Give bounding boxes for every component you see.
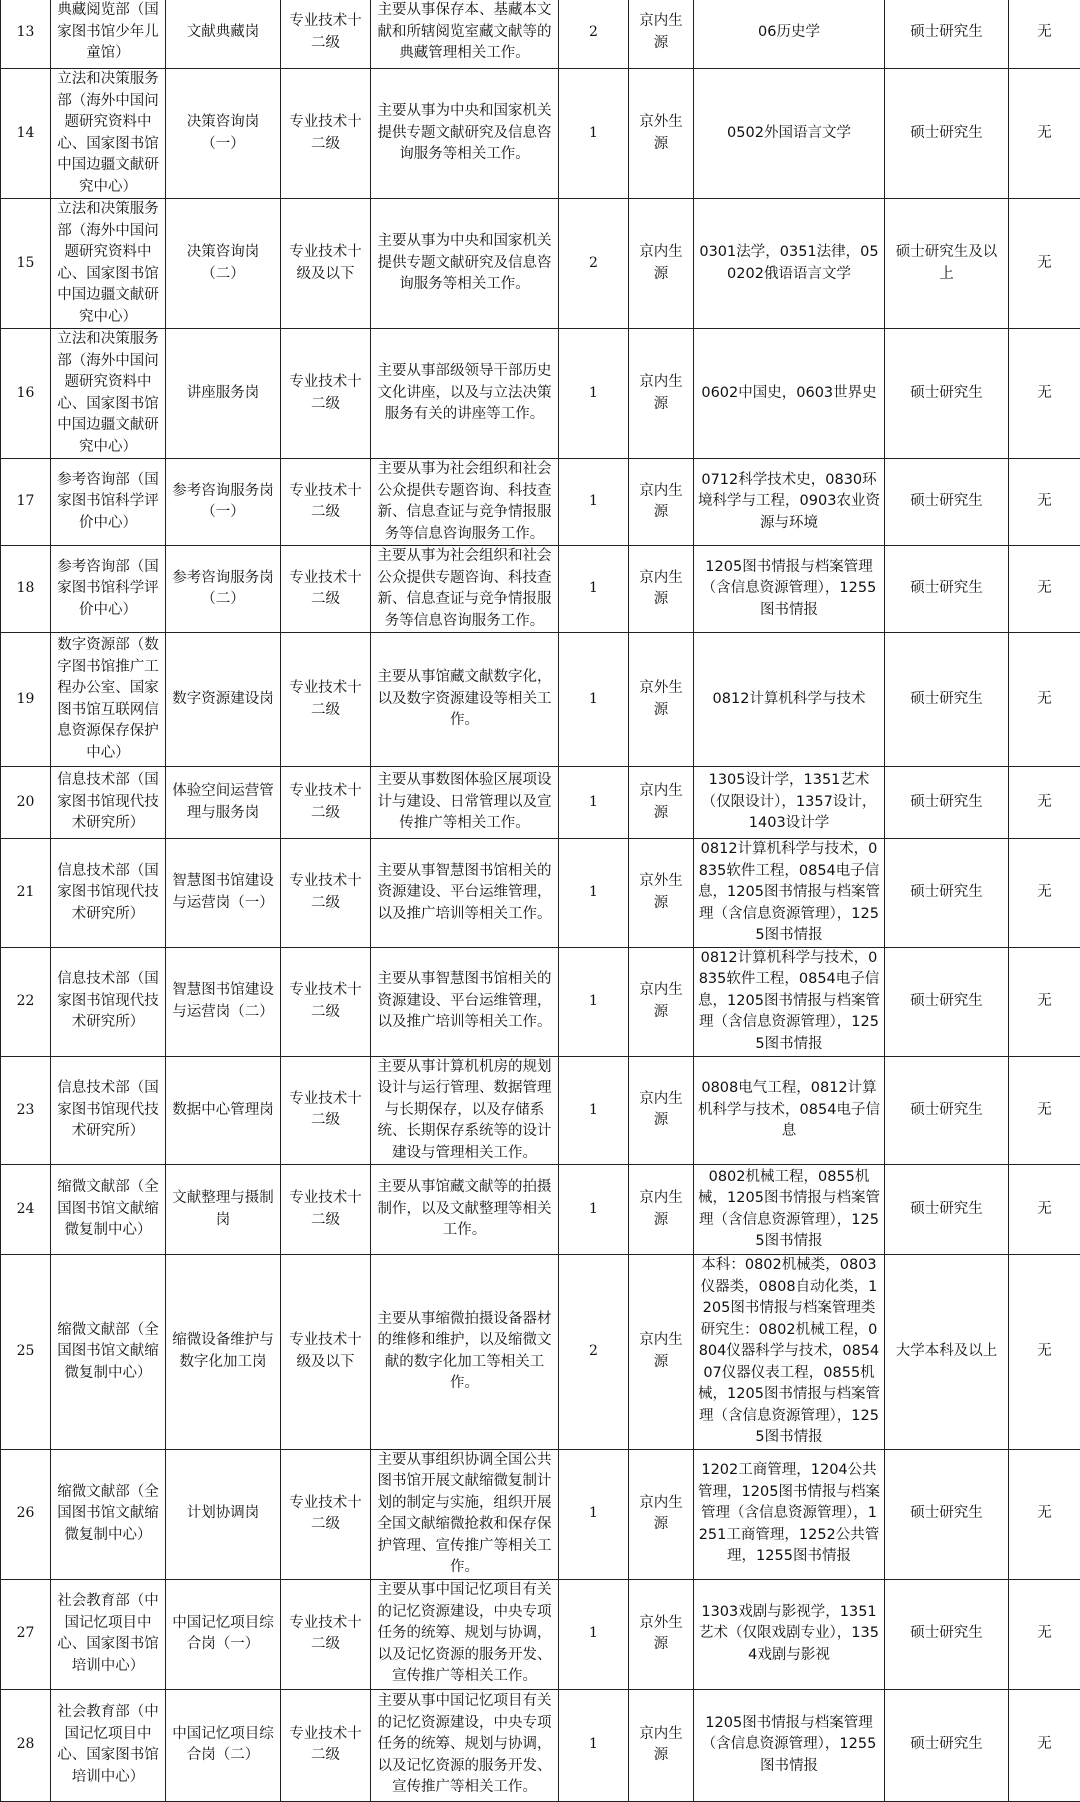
student-source: 京内生源 [629,546,694,633]
student-source: 京内生源 [629,947,694,1056]
table-row [1,1579,1080,1689]
position-name: 智慧图书馆建设与运营岗（二） [166,947,281,1056]
education-requirement: 硕士研究生 [885,459,1009,546]
position-name: 参考咨询服务岗（一） [166,459,281,546]
position-level: 专业技术十二级 [281,546,371,633]
row-number: 19 [1,633,51,767]
department: 缩微文献部（全国图书馆文献缩微复制中心） [51,1449,166,1579]
education-requirement: 硕士研究生 [885,633,1009,767]
position-name: 决策咨询岗（一） [166,69,281,199]
major-requirement: 0602中国史，0603世界史 [694,329,885,459]
row-number: 21 [1,839,51,948]
department: 立法和决策服务部（海外中国问题研究资料中心、国家图书馆中国边疆文献研究中心） [51,329,166,459]
table-row [1,459,1080,546]
hiring-count: 2 [559,0,629,69]
education-requirement: 硕士研究生 [885,546,1009,633]
student-source: 京内生源 [629,767,694,839]
table-row [1,199,1080,329]
position-name: 数字资源建设岗 [166,633,281,767]
department: 信息技术部（国家图书馆现代技术研究所） [51,1056,166,1165]
education-requirement: 硕士研究生 [885,329,1009,459]
position-level: 专业技术十二级 [281,947,371,1056]
department: 社会教育部（中国记忆项目中心、国家图书馆培训中心） [51,1689,166,1801]
job-description: 主要从事智慧图书馆相关的资源建设、平台运维管理，以及推广培训等相关工作。 [371,839,559,948]
position-name: 智慧图书馆建设与运营岗（一） [166,839,281,948]
education-requirement: 硕士研究生 [885,767,1009,839]
student-source: 京内生源 [629,199,694,329]
table-row [1,839,1080,948]
major-requirement: 1202工商管理，1204公共管理，1205图书情报与档案管理（含信息资源管理），1251工商管理，1252公共管理，1255图书情报 [694,1449,885,1579]
position-level: 专业技术十二级 [281,0,371,69]
row-number: 27 [1,1579,51,1689]
major-requirement: 1303戏剧与影视学，1351艺术（仅限戏剧专业），1354戏剧与影视 [694,1579,885,1689]
job-description: 主要从事中国记忆项目有关的记忆资源建设，中央专项任务的统筹、规划与协调，以及记忆资源的服务开发、宣传推广等相关工作。 [371,1579,559,1689]
row-number: 24 [1,1165,51,1255]
education-requirement: 硕士研究生 [885,69,1009,199]
major-requirement: 0802机械工程，0855机械，1205图书情报与档案管理（含信息资源管理），1255图书情报 [694,1165,885,1255]
student-source: 京外生源 [629,69,694,199]
education-requirement: 硕士研究生 [885,1056,1009,1165]
major-requirement: 1305设计学，1351艺术（仅限设计），1357设计，1403设计学 [694,767,885,839]
other-requirement: 无 [1009,1449,1080,1579]
major-requirement: 0812计算机科学与技术，0835软件工程，0854电子信息，1205图书情报与档案管理（含信息资源管理），1255图书情报 [694,839,885,948]
education-requirement: 硕士研究生及以上 [885,199,1009,329]
student-source: 京内生源 [629,1056,694,1165]
table-row [1,947,1080,1056]
position-name: 数据中心管理岗 [166,1056,281,1165]
department: 信息技术部（国家图书馆现代技术研究所） [51,839,166,948]
student-source: 京内生源 [629,1449,694,1579]
education-requirement: 硕士研究生 [885,1579,1009,1689]
hiring-count: 1 [559,329,629,459]
hiring-count: 1 [559,546,629,633]
position-name: 决策咨询岗（二） [166,199,281,329]
education-requirement: 硕士研究生 [885,839,1009,948]
row-number: 26 [1,1449,51,1579]
job-description: 主要从事智慧图书馆相关的资源建设、平台运维管理，以及推广培训等相关工作。 [371,947,559,1056]
row-number: 14 [1,69,51,199]
table-row [1,329,1080,459]
job-description: 主要从事为中央和国家机关提供专题文献研究及信息咨询服务等相关工作。 [371,69,559,199]
job-description: 主要从事数图体验区展项设计与建设、日常管理以及宣传推广等相关工作。 [371,767,559,839]
job-description: 主要从事馆藏文献等的拍摄制作，以及文献整理等相关工作。 [371,1165,559,1255]
major-requirement: 本科：0802机械类，0803仪器类，0808自动化类，1205图书情报与档案管理类研究生：0802机械工程，0804仪器科学与技术，085407仪器仪表工程，0855机械，1205图书情报与档案管理（含信息资源管理），1255图书情报 [694,1255,885,1450]
other-requirement: 无 [1009,767,1080,839]
other-requirement: 无 [1009,839,1080,948]
hiring-count: 2 [559,1255,629,1450]
hiring-count: 1 [559,1689,629,1801]
job-description: 主要从事部级领导干部历史文化讲座，以及与立法决策服务有关的讲座等工作。 [371,329,559,459]
table-row [1,633,1080,767]
position-level: 专业技术十二级 [281,767,371,839]
table-row [1,69,1080,199]
job-description: 主要从事组织协调全国公共图书馆开展文献缩微复制计划的制定与实施，组织开展全国文献缩微抢救和保存保护管理、宣传推广等相关工作。 [371,1449,559,1579]
row-number: 23 [1,1056,51,1165]
major-requirement: 06历史学 [694,0,885,69]
hiring-count: 1 [559,839,629,948]
job-description: 主要从事馆藏文献数字化，以及数字资源建设等相关工作。 [371,633,559,767]
student-source: 京内生源 [629,1165,694,1255]
other-requirement: 无 [1009,947,1080,1056]
position-name: 讲座服务岗 [166,329,281,459]
education-requirement: 硕士研究生 [885,1689,1009,1801]
other-requirement: 无 [1009,1689,1080,1801]
table-row [1,1255,1080,1450]
position-name: 中国记忆项目综合岗（一） [166,1579,281,1689]
other-requirement: 无 [1009,69,1080,199]
position-level: 专业技术十级及以下 [281,199,371,329]
job-description: 主要从事计算机机房的规划设计与运行管理、数据管理与长期保存，以及存储系统、长期保存系统等的设计建设与管理相关工作。 [371,1056,559,1165]
position-level: 专业技术十二级 [281,1449,371,1579]
education-requirement: 硕士研究生 [885,0,1009,69]
major-requirement: 0812计算机科学与技术 [694,633,885,767]
table-row [1,767,1080,839]
position-level: 专业技术十级及以下 [281,1255,371,1450]
department: 参考咨询部（国家图书馆科学评价中心） [51,546,166,633]
hiring-count: 1 [559,1449,629,1579]
department: 信息技术部（国家图书馆现代技术研究所） [51,767,166,839]
position-name: 缩微设备维护与数字化加工岗 [166,1255,281,1450]
major-requirement: 0812计算机科学与技术，0835软件工程，0854电子信息，1205图书情报与档案管理（含信息资源管理），1255图书情报 [694,947,885,1056]
department: 数字资源部（数字图书馆推广工程办公室、国家图书馆互联网信息资源保存保护中心） [51,633,166,767]
position-level: 专业技术十二级 [281,329,371,459]
major-requirement: 1205图书情报与档案管理（含信息资源管理），1255图书情报 [694,1689,885,1801]
other-requirement: 无 [1009,1579,1080,1689]
position-level: 专业技术十二级 [281,459,371,546]
education-requirement: 硕士研究生 [885,1449,1009,1579]
student-source: 京外生源 [629,633,694,767]
position-level: 专业技术十二级 [281,633,371,767]
job-description: 主要从事为中央和国家机关提供专题文献研究及信息咨询服务等相关工作。 [371,199,559,329]
student-source: 京内生源 [629,1255,694,1450]
job-description: 主要从事缩微拍摄设备器材的维修和维护，以及缩微文献的数字化加工等相关工作。 [371,1255,559,1450]
other-requirement: 无 [1009,1255,1080,1450]
position-level: 专业技术十二级 [281,1056,371,1165]
student-source: 京外生源 [629,839,694,948]
table-row [1,1056,1080,1165]
row-number: 18 [1,546,51,633]
position-name: 参考咨询服务岗（二） [166,546,281,633]
department: 缩微文献部（全国图书馆文献缩微复制中心） [51,1165,166,1255]
position-name: 体验空间运营管理与服务岗 [166,767,281,839]
student-source: 京内生源 [629,459,694,546]
position-name: 计划协调岗 [166,1449,281,1579]
education-requirement: 硕士研究生 [885,947,1009,1056]
other-requirement: 无 [1009,546,1080,633]
position-name: 中国记忆项目综合岗（二） [166,1689,281,1801]
department: 立法和决策服务部（海外中国问题研究资料中心、国家图书馆中国边疆文献研究中心） [51,69,166,199]
row-number: 16 [1,329,51,459]
other-requirement: 无 [1009,329,1080,459]
row-number: 28 [1,1689,51,1801]
row-number: 22 [1,947,51,1056]
row-number: 25 [1,1255,51,1450]
position-level: 专业技术十二级 [281,1579,371,1689]
row-number: 20 [1,767,51,839]
department: 缩微文献部（全国图书馆文献缩微复制中心） [51,1255,166,1450]
other-requirement: 无 [1009,1165,1080,1255]
student-source: 京内生源 [629,0,694,69]
row-number: 15 [1,199,51,329]
department: 立法和决策服务部（海外中国问题研究资料中心、国家图书馆中国边疆文献研究中心） [51,199,166,329]
department: 典藏阅览部（国家图书馆少年儿童馆） [51,0,166,69]
job-description: 主要从事保存本、基藏本文献和所辖阅览室藏文献等的典藏管理相关工作。 [371,0,559,69]
major-requirement: 0502外国语言文学 [694,69,885,199]
hiring-count: 2 [559,199,629,329]
row-number: 13 [1,0,51,69]
education-requirement: 硕士研究生 [885,1165,1009,1255]
other-requirement: 无 [1009,633,1080,767]
row-number: 17 [1,459,51,546]
table-row [1,0,1080,69]
major-requirement: 0712科学技术史，0830环境科学与工程，0903农业资源与环境 [694,459,885,546]
major-requirement: 0808电气工程，0812计算机科学与技术，0854电子信息 [694,1056,885,1165]
position-name: 文献典藏岗 [166,0,281,69]
hiring-count: 1 [559,459,629,546]
table-row [1,1689,1080,1801]
hiring-count: 1 [559,947,629,1056]
department: 社会教育部（中国记忆项目中心、国家图书馆培训中心） [51,1579,166,1689]
position-name: 文献整理与摄制岗 [166,1165,281,1255]
job-description: 主要从事为社会组织和社会公众提供专题咨询、科技查新、信息查证与竞争情报服务等信息咨询服务工作。 [371,459,559,546]
position-level: 专业技术十二级 [281,1689,371,1801]
other-requirement: 无 [1009,459,1080,546]
student-source: 京外生源 [629,1579,694,1689]
job-description: 主要从事中国记忆项目有关的记忆资源建设，中央专项任务的统筹、规划与协调，以及记忆资源的服务开发、宣传推广等相关工作。 [371,1689,559,1801]
major-requirement: 1205图书情报与档案管理（含信息资源管理），1255图书情报 [694,546,885,633]
table-row [1,546,1080,633]
table-row [1,1449,1080,1579]
department: 信息技术部（国家图书馆现代技术研究所） [51,947,166,1056]
other-requirement: 无 [1009,1056,1080,1165]
position-level: 专业技术十二级 [281,839,371,948]
job-description: 主要从事为社会组织和社会公众提供专题咨询、科技查新、信息查证与竞争情报服务等信息咨询服务工作。 [371,546,559,633]
hiring-count: 1 [559,1056,629,1165]
department: 参考咨询部（国家图书馆科学评价中心） [51,459,166,546]
position-level: 专业技术十二级 [281,69,371,199]
major-requirement: 0301法学，0351法律，050202俄语语言文学 [694,199,885,329]
hiring-count: 1 [559,1165,629,1255]
student-source: 京内生源 [629,1689,694,1801]
table-row [1,1165,1080,1255]
other-requirement: 无 [1009,199,1080,329]
hiring-count: 1 [559,1579,629,1689]
other-requirement: 无 [1009,0,1080,69]
position-level: 专业技术十二级 [281,1165,371,1255]
hiring-count: 1 [559,69,629,199]
hiring-count: 1 [559,633,629,767]
education-requirement: 大学本科及以上 [885,1255,1009,1450]
student-source: 京内生源 [629,329,694,459]
hiring-count: 1 [559,767,629,839]
